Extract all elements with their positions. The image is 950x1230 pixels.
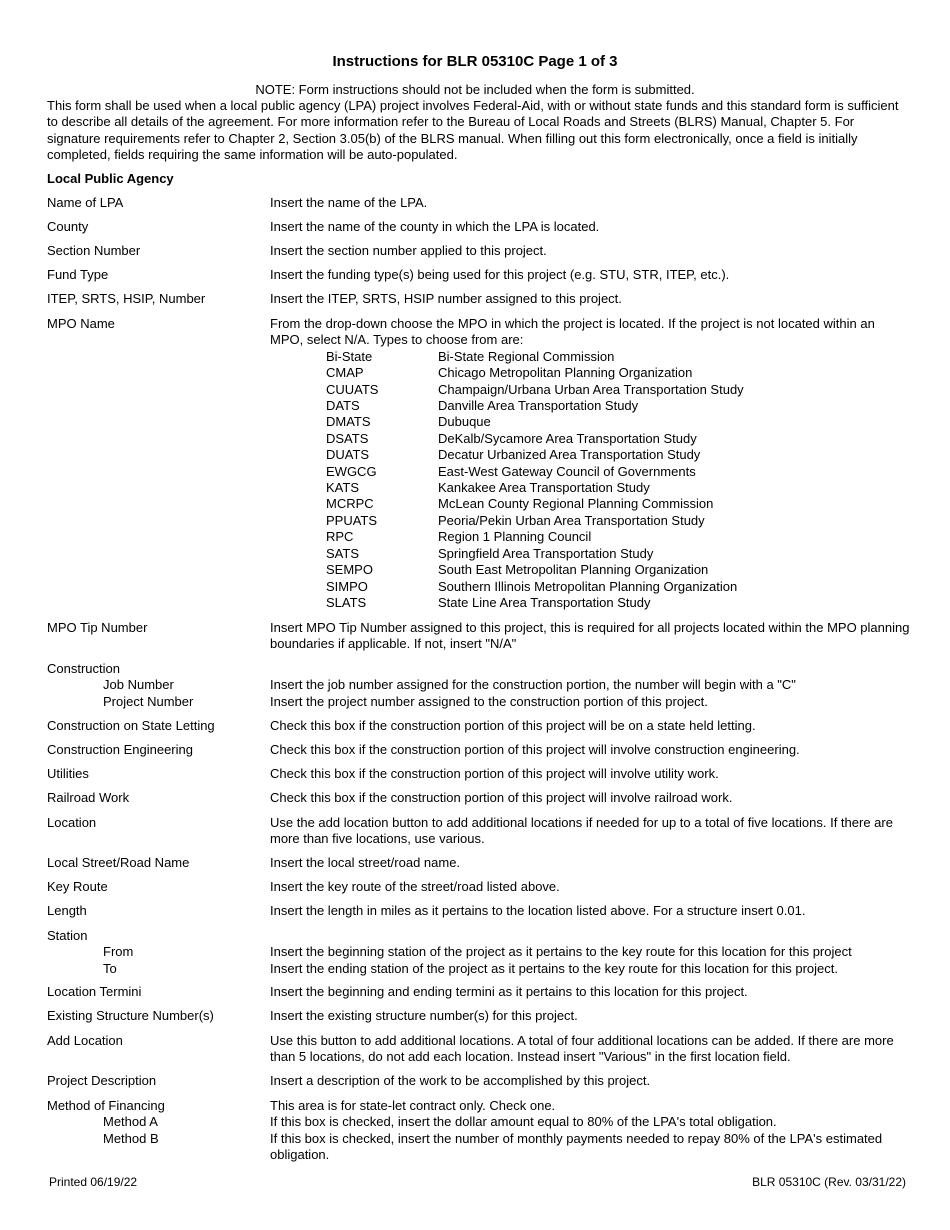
- mpo-abbreviation: SLATS: [326, 594, 367, 610]
- row-description: Insert the ITEP, SRTS, HSIP number assigned to this project.: [270, 291, 622, 306]
- mpo-abbreviation: EWGCG: [326, 463, 377, 479]
- mpo-full-name: Champaign/Urbana Urban Area Transportation Study: [438, 381, 744, 397]
- row-label: Construction on State Letting: [47, 718, 215, 733]
- financing-description: This area is for state-let contract only. Check one.: [270, 1098, 556, 1113]
- mpo-item: [326, 464, 910, 480]
- row-label: ITEP, SRTS, HSIP, Number: [47, 291, 206, 306]
- job-number-description: Insert the job number assigned for the construction portion, the number will begin with a "C": [270, 677, 796, 693]
- mpo-abbreviation: DSATS: [326, 430, 369, 446]
- method-b-label: Method B: [103, 1130, 159, 1146]
- row-label: MPO Tip Number: [47, 620, 148, 635]
- row-description: Insert the length in miles as it pertains to the location listed above. For a structure insert 0.01.: [270, 903, 806, 918]
- row-description: Insert the beginning and ending termini as it pertains to this location for this project.: [270, 984, 748, 999]
- row-label: MPO Name: [47, 316, 115, 331]
- method-a-label: Method A: [103, 1114, 158, 1130]
- mpo-item: [326, 579, 910, 595]
- station-label: Station: [47, 928, 88, 943]
- row-label: Location: [47, 815, 97, 830]
- mpo-item: [326, 562, 910, 578]
- mpo-full-name: Peoria/Pekin Urban Area Transportation Study: [438, 512, 705, 528]
- row-description: Check this box if the construction portion of this project will involve utility work.: [270, 766, 719, 781]
- row-label: Project Description: [47, 1073, 157, 1088]
- form-id: BLR 05310C (Rev. 03/31/22): [752, 1175, 906, 1189]
- row-description: [270, 316, 910, 611]
- row-description: Insert the key route of the street/road listed above.: [270, 879, 560, 894]
- row-label: Local Street/Road Name: [47, 855, 190, 870]
- mpo-list: [326, 349, 910, 612]
- row-description: Insert the name of the LPA.: [270, 195, 428, 210]
- mpo-abbreviation: CMAP: [326, 365, 364, 381]
- mpo-abbreviation: PPUATS: [326, 512, 378, 528]
- row-label: Railroad Work: [47, 790, 130, 805]
- row-description: [270, 677, 910, 710]
- mpo-abbreviation: DMATS: [326, 414, 371, 430]
- row-description: Insert the section number applied to this project.: [270, 243, 547, 258]
- row-label: Key Route: [47, 879, 108, 894]
- mpo-item: [326, 595, 910, 611]
- mpo-full-name: Southern Illinois Metropolitan Planning Organization: [438, 578, 738, 594]
- mpo-item: [326, 365, 910, 381]
- mpo-item: [326, 496, 910, 512]
- note-text: NOTE: Form instructions should not be included when the form is submitted.: [255, 82, 695, 97]
- mpo-full-name: Danville Area Transportation Study: [438, 398, 639, 414]
- row-label: Construction Engineering: [47, 742, 193, 757]
- row-label: [47, 1098, 267, 1147]
- row-label: County: [47, 219, 89, 234]
- mpo-item: [326, 398, 910, 414]
- row-label: Name of LPA: [47, 195, 124, 210]
- mpo-abbreviation: CUUATS: [326, 381, 379, 397]
- row-label: Fund Type: [47, 267, 109, 282]
- mpo-full-name: Dubuque: [438, 414, 491, 430]
- intro-paragraph: This form shall be used when a local public agency (LPA) project involves Federal-Aid, with or without state funds and this standard form is sufficient to describe all details of the agreement. For more information refer to the Bureau of Local Roads and Streets (BLRS) Manual, Chapter 5. For signature requirements refer to Chapter 2, Section 3.05(b) of the BLRS manual. When filling out this form electronically, once a field is initially completed, fields requiring the same information will be auto-populated.: [47, 98, 899, 163]
- project-number-label: Project Number: [103, 693, 194, 709]
- station-to-description: Insert the ending station of the project as it pertains to the key route for this location for this project.: [270, 960, 838, 976]
- mpo-full-name: Chicago Metropolitan Planning Organization: [438, 365, 693, 381]
- row-description: Check this box if the construction portion of this project will involve construction engineering.: [270, 742, 800, 757]
- row-description: [270, 944, 910, 977]
- row-label: Add Location: [47, 1033, 123, 1048]
- station-to-label: To: [103, 960, 117, 976]
- mpo-full-name: East-West Gateway Council of Governments: [438, 463, 696, 479]
- mpo-abbreviation: MCRPC: [326, 496, 374, 512]
- mpo-item: [326, 431, 910, 447]
- row-label: Existing Structure Number(s): [47, 1008, 214, 1023]
- station-from-description: Insert the beginning station of the project as it pertains to the key route for this location for this project: [270, 944, 852, 960]
- row-label: Location Termini: [47, 984, 142, 999]
- mpo-abbreviation: Bi-State: [326, 348, 373, 364]
- mpo-full-name: Kankakee Area Transportation Study: [438, 480, 650, 496]
- mpo-abbreviation: DUATS: [326, 447, 370, 463]
- project-number-description: Insert the project number assigned to the construction portion of this project.: [270, 693, 708, 709]
- row-label: Utilities: [47, 766, 89, 781]
- mpo-intro-text: From the drop-down choose the MPO in which the project is located. If the project is not located within an MPO, select N/A. Types to choose from are:: [270, 316, 875, 348]
- row-description: Insert a description of the work to be accomplished by this project.: [270, 1073, 651, 1088]
- printed-date: Printed 06/19/22: [49, 1175, 138, 1189]
- row-description: Check this box if the construction portion of this project will involve railroad work.: [270, 790, 733, 805]
- construction-label: Construction: [47, 661, 120, 676]
- mpo-item: [326, 349, 910, 365]
- page-title: Instructions for BLR 05310C Page 1 of 3: [332, 53, 618, 70]
- row-description: Insert the funding type(s) being used for this project (e.g. STU, STR, ITEP, etc.).: [270, 267, 730, 282]
- mpo-abbreviation: DATS: [326, 398, 360, 414]
- row-description: Use this button to add additional locations. A total of four additional locations can be added. If there are more than 5 locations, do not add each location. Instead insert "Various" in the first location field.: [270, 1033, 894, 1065]
- mpo-abbreviation: SEMPO: [326, 562, 373, 578]
- mpo-full-name: Springfield Area Transportation Study: [438, 545, 654, 561]
- section-heading: Local Public Agency: [47, 171, 174, 186]
- mpo-abbreviation: SIMPO: [326, 578, 368, 594]
- mpo-full-name: South East Metropolitan Planning Organization: [438, 562, 709, 578]
- mpo-full-name: Bi-State Regional Commission: [438, 348, 615, 364]
- station-from-label: From: [103, 944, 134, 960]
- row-description: Check this box if the construction portion of this project will be on a state held letting.: [270, 718, 756, 733]
- row-description: Insert the existing structure number(s) for this project.: [270, 1008, 578, 1023]
- mpo-abbreviation: SATS: [326, 545, 359, 561]
- row-description: Insert the local street/road name.: [270, 855, 461, 870]
- mpo-item: [326, 447, 910, 463]
- row-label: [47, 661, 267, 710]
- row-label: Length: [47, 903, 87, 918]
- mpo-full-name: Region 1 Planning Council: [438, 529, 592, 545]
- financing-label: Method of Financing: [47, 1098, 165, 1113]
- mpo-item: [326, 480, 910, 496]
- method-a-description: If this box is checked, insert the dollar amount equal to 80% of the LPA's total obligation.: [270, 1114, 777, 1130]
- mpo-item: [326, 529, 910, 545]
- row-label: [47, 928, 267, 977]
- row-description: Insert MPO Tip Number assigned to this project, this is required for all projects located within the MPO planning boundaries if applicable. If not, insert "N/A": [270, 620, 910, 652]
- mpo-item: [326, 513, 910, 529]
- row-description: Use the add location button to add additional locations if needed for up to a total of five locations. If there are more than five locations, use various.: [270, 815, 893, 847]
- mpo-item: [326, 546, 910, 562]
- job-number-label: Job Number: [103, 677, 174, 693]
- mpo-full-name: Decatur Urbanized Area Transportation Study: [438, 447, 701, 463]
- row-label: Section Number: [47, 243, 141, 258]
- method-b-description: If this box is checked, insert the number of monthly payments needed to repay 80% of the LPA's estimated obligation.: [270, 1130, 883, 1163]
- mpo-full-name: McLean County Regional Planning Commission: [438, 496, 714, 512]
- row-description: [270, 1098, 910, 1164]
- mpo-abbreviation: RPC: [326, 529, 354, 545]
- mpo-full-name: State Line Area Transportation Study: [438, 594, 651, 610]
- row-description: Insert the name of the county in which the LPA is located.: [270, 219, 600, 234]
- mpo-item: [326, 382, 910, 398]
- mpo-full-name: DeKalb/Sycamore Area Transportation Study: [438, 430, 697, 446]
- mpo-item: [326, 414, 910, 430]
- mpo-abbreviation: KATS: [326, 480, 359, 496]
